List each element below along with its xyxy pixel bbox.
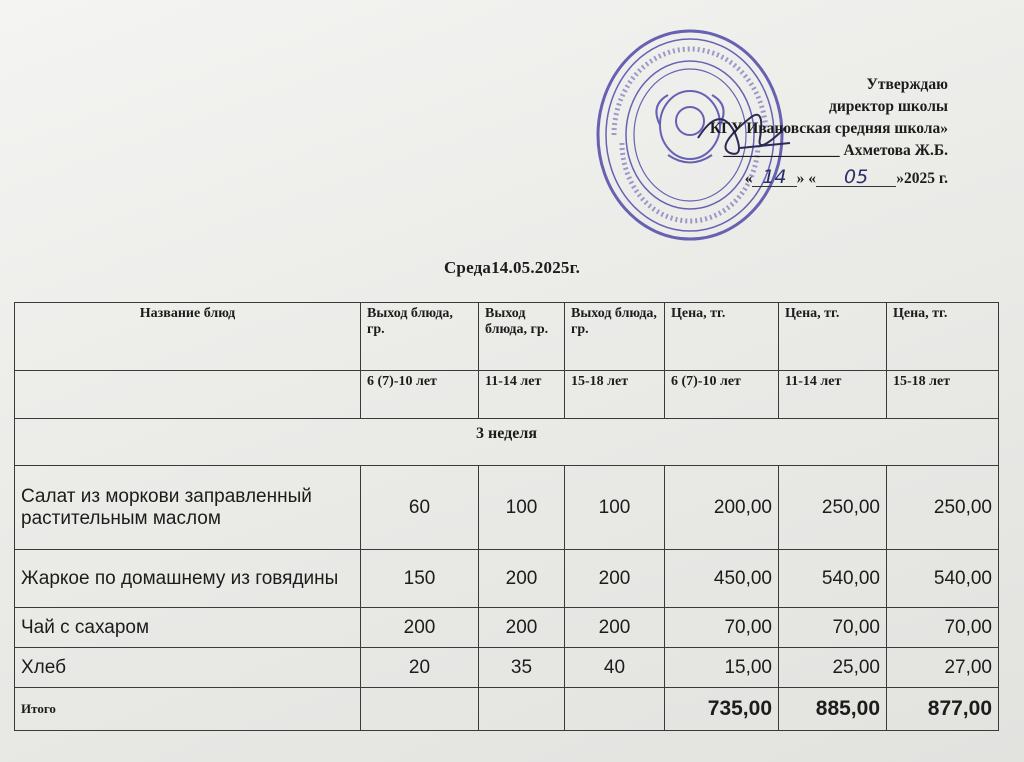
date-month: 05	[816, 168, 896, 187]
table-row	[15, 648, 999, 688]
table-row	[15, 550, 999, 608]
dish-output: 200	[565, 550, 665, 608]
header-price-2: Цена, тг.	[779, 303, 887, 371]
dish-price: 250,00	[779, 466, 887, 550]
dish-output: 100	[479, 466, 565, 550]
total-label: Итого	[15, 688, 361, 731]
day-title: Среда14.05.2025г.	[443, 258, 581, 277]
dish-name: Чай с сахаром	[15, 608, 361, 648]
dish-name: Хлеб	[15, 648, 361, 688]
age-cell: 11-14 лет	[779, 371, 887, 419]
approval-title: Утверждаю	[866, 76, 948, 93]
dish-price: 540,00	[779, 550, 887, 608]
dish-price: 15,00	[665, 648, 779, 688]
week-row	[15, 419, 999, 466]
table-row	[15, 466, 999, 550]
signature-blank: _______________	[723, 142, 840, 159]
header-output-2: Выход блюда, гр.	[479, 303, 565, 371]
age-cell: 11-14 лет	[479, 371, 565, 419]
dish-output: 200	[479, 608, 565, 648]
header-output-3: Выход блюда, гр.	[565, 303, 665, 371]
age-row	[15, 371, 999, 419]
dish-price: 70,00	[779, 608, 887, 648]
dish-price: 450,00	[665, 550, 779, 608]
dish-price: 540,00	[887, 550, 999, 608]
week-label: 3 неделя	[15, 419, 999, 466]
dish-price: 70,00	[887, 608, 999, 648]
dish-price: 25,00	[779, 648, 887, 688]
approval-school: КГУ Ивановская средняя школа»	[709, 120, 948, 137]
dish-name: Жаркое по домашнему из говядины	[15, 550, 361, 608]
age-cell: 15-18 лет	[565, 371, 665, 419]
dish-output: 20	[361, 648, 479, 688]
header-price-1: Цена, тг.	[665, 303, 779, 371]
age-cell: 6 (7)-10 лет	[361, 371, 479, 419]
dish-output: 200	[361, 608, 479, 648]
total-empty	[565, 688, 665, 731]
age-cell: 15-18 лет	[887, 371, 999, 419]
date-day: 14	[752, 168, 796, 187]
total-row	[15, 688, 999, 731]
dish-output: 40	[565, 648, 665, 688]
approval-date	[710, 168, 948, 190]
header-name: Название блюд	[15, 303, 361, 371]
age-cell: 6 (7)-10 лет	[665, 371, 779, 419]
dish-price: 27,00	[887, 648, 999, 688]
total-empty	[361, 688, 479, 731]
dish-price: 200,00	[665, 466, 779, 550]
date-quote-open: «	[744, 170, 753, 187]
total-empty	[479, 688, 565, 731]
header-row	[15, 303, 999, 371]
dish-price: 250,00	[887, 466, 999, 550]
date-quote-sep: » «	[796, 170, 817, 187]
dish-output: 35	[479, 648, 565, 688]
dish-output: 200	[479, 550, 565, 608]
dish-output: 150	[361, 550, 479, 608]
header-output-1: Выход блюда, гр.	[361, 303, 479, 371]
table-row	[15, 608, 999, 648]
date-year: »2025 г.	[896, 170, 948, 187]
total-price: 877,00	[887, 688, 999, 731]
approval-signature-line	[710, 140, 948, 162]
dish-name: Салат из моркови заправленный растительным маслом	[15, 466, 361, 550]
header-price-3: Цена, тг.	[887, 303, 999, 371]
total-price: 735,00	[665, 688, 779, 731]
approval-block	[710, 74, 948, 190]
approval-position: директор школы	[828, 98, 948, 115]
dish-price: 70,00	[665, 608, 779, 648]
menu-table	[14, 302, 999, 731]
total-price: 885,00	[779, 688, 887, 731]
dish-output: 60	[361, 466, 479, 550]
age-empty	[15, 371, 361, 419]
dish-output: 200	[565, 608, 665, 648]
dish-output: 100	[565, 466, 665, 550]
director-name: Ахметова Ж.Б.	[843, 142, 948, 159]
